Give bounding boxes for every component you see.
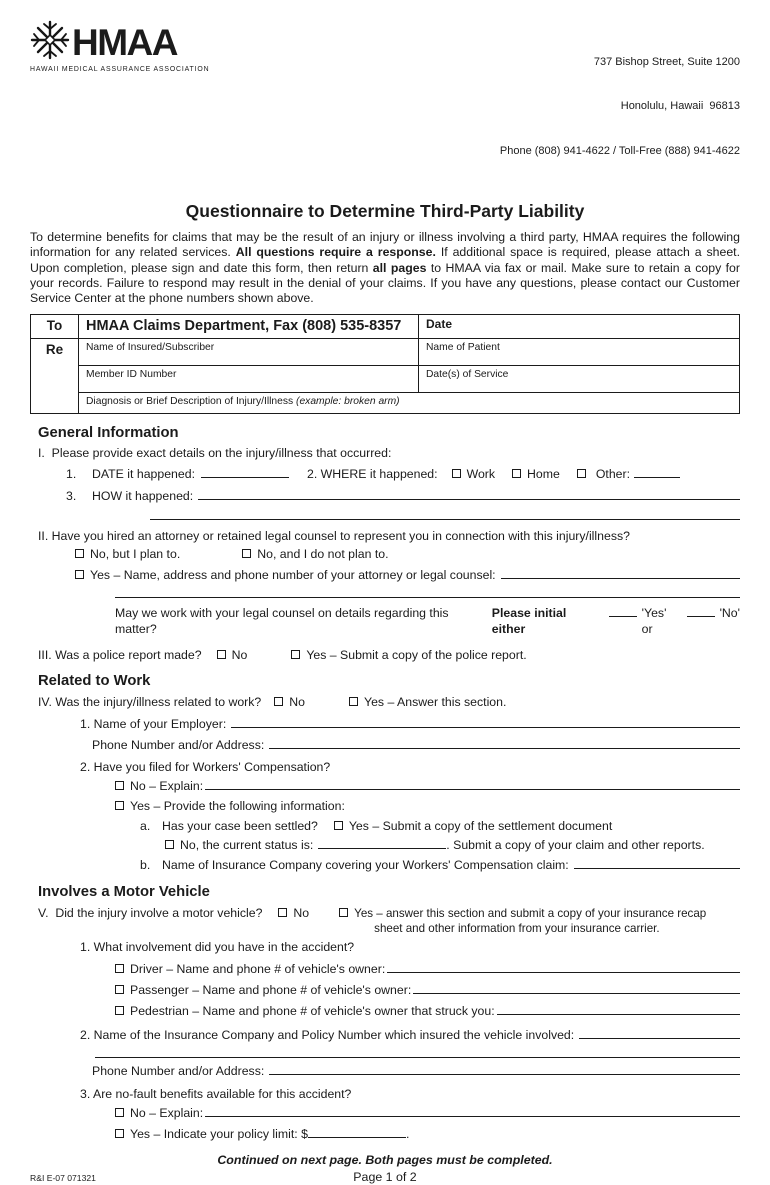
driver-row	[30, 962, 740, 978]
vehicle-no-label: No	[293, 906, 310, 921]
attorney-info-line-2[interactable]	[115, 597, 740, 598]
diagnosis-field[interactable]	[79, 392, 740, 413]
work-related-question: IV. Was the injury/illness related to work?	[38, 695, 262, 709]
counsel-question: May we work with your legal counsel on details regarding this matter?	[115, 605, 449, 636]
wc-no-explain-label: No – Explain:	[130, 778, 204, 793]
no-fault-yes-row	[30, 1127, 740, 1143]
member-id-field[interactable]: Member ID Number	[79, 365, 419, 392]
police-report-question: III. Was a police report made?	[38, 647, 202, 662]
diagnosis-example: (example: broken arm)	[296, 395, 400, 407]
date-happened-blank[interactable]	[201, 476, 289, 478]
checkbox-nofault-no[interactable]	[115, 1108, 124, 1117]
nofault-no-label: No – Explain:	[130, 1106, 204, 1121]
checkbox-attorney-yes[interactable]	[75, 570, 84, 579]
date-field[interactable]: Date	[419, 314, 740, 338]
no-fault-question: 3. Are no-fault benefits available for this accident?	[80, 1087, 352, 1102]
pedestrian-owner-blank[interactable]	[497, 1013, 740, 1015]
vehicle-yes-line-2: sheet and other information from your insurance carrier.	[374, 922, 660, 936]
where-work-label: Work	[466, 466, 496, 481]
address-line-1: 737 Bishop Street, Suite 1200	[593, 55, 740, 68]
passenger-owner-blank[interactable]	[413, 992, 740, 994]
how-happened-line-2[interactable]	[150, 519, 740, 520]
table-row	[31, 392, 740, 413]
checkbox-where-work[interactable]	[452, 469, 461, 478]
checkbox-attorney-no-plan[interactable]	[75, 549, 84, 558]
checkbox-where-other[interactable]	[577, 469, 586, 478]
address-line-2: Honolulu, Hawaii 96813	[620, 100, 740, 113]
vehicle-insurance-phone-row	[30, 1064, 740, 1080]
form-title: Questionnaire to Determine Third-Party Liability	[185, 201, 585, 222]
item-number: 3.	[66, 488, 77, 503]
employer-name-blank[interactable]	[231, 726, 740, 728]
question-3-row	[30, 648, 740, 664]
wc-insurance-row	[30, 858, 740, 874]
current-status-blank[interactable]	[318, 847, 446, 849]
insured-name-field[interactable]: Name of Insured/Subscriber	[79, 338, 419, 365]
intro-bold-1: All questions require a response.	[235, 245, 436, 260]
quilt-snowflake-icon	[30, 20, 70, 65]
question-2-yes-row	[30, 568, 740, 584]
employer-name-label: 1. Name of your Employer:	[80, 716, 227, 731]
section-related-to-work: Related to Work	[38, 672, 151, 689]
intro-bold-2: all pages	[372, 260, 427, 275]
workers-comp-yes-row	[30, 799, 740, 815]
attorney-no-plan-label: No, but I plan to.	[90, 546, 181, 561]
vehicle-insurance-phone-label: Phone Number and/or Address:	[92, 1064, 265, 1079]
checkbox-police-yes[interactable]	[291, 650, 300, 659]
question-4-row	[30, 695, 740, 711]
diagnosis-label: Diagnosis or Brief Description of Injury/Illness	[86, 395, 297, 407]
intro-paragraph	[30, 230, 740, 307]
vehicle-insurance-label: 2. Name of the Insurance Company and Policy Number which insured the vehicle involved:	[80, 1028, 575, 1043]
work-no-label: No	[289, 695, 305, 709]
checkbox-settled-yes[interactable]	[334, 821, 343, 830]
date-happened-label: DATE it happened:	[92, 466, 195, 481]
section-general-information: General Information	[38, 424, 179, 441]
table-row	[31, 314, 740, 338]
counsel-yes-label: 'Yes' or	[641, 605, 667, 636]
vehicle-yes-label	[354, 906, 710, 936]
checkbox-wc-no[interactable]	[115, 781, 124, 790]
patient-name-field[interactable]: Name of Patient	[419, 338, 740, 365]
claims-department-value: HMAA Claims Department, Fax (808) 535-8357	[79, 314, 419, 338]
settled-no-label: No, the current status is:	[180, 837, 314, 852]
involvement-question: 1. What involvement did you have in the accident?	[80, 940, 355, 955]
table-row	[31, 338, 740, 365]
workers-comp-question: 2. Have you filed for Workers' Compensation?	[80, 759, 331, 774]
vehicle-question: V. Did the injury involve a motor vehicle?	[38, 906, 263, 921]
how-happened-blank[interactable]	[198, 498, 740, 500]
question-5-row	[30, 906, 740, 936]
case-settled-row	[30, 819, 740, 835]
pedestrian-row	[30, 1004, 740, 1020]
brand-text: HMAA	[72, 21, 177, 63]
where-happened-label: 2. WHERE it happened:	[307, 466, 438, 481]
policy-limit-blank[interactable]	[308, 1136, 406, 1138]
employer-phone-row	[30, 738, 740, 754]
checkbox-vehicle-no[interactable]	[278, 908, 287, 917]
settled-no-suffix: . Submit a copy of your claim and other reports.	[446, 837, 705, 852]
where-home-label: Home	[527, 466, 560, 481]
checkbox-pedestrian[interactable]	[115, 1006, 124, 1015]
police-yes-label: Yes – Submit a copy of the police report.	[306, 647, 527, 662]
passenger-label: Passenger – Name and phone # of vehicle's owner:	[130, 983, 412, 998]
attorney-info-blank[interactable]	[501, 577, 740, 579]
checkbox-police-no[interactable]	[217, 650, 226, 659]
company-address	[500, 25, 740, 188]
form-code: R&I E-07 071321	[30, 1173, 96, 1184]
no-fault-no-row	[30, 1106, 740, 1122]
intro-text-3: to HMAA via fax or mail. Make sure to retain a copy for your records. Failure to respond may result in the denial of your claims. If you have any questions, please contact our Customer Service Center at the phone numbers shown above.	[30, 260, 740, 306]
wc-insurance-label: Name of Insurance Company covering your Workers' Compensation claim:	[162, 857, 569, 872]
address-line-3: Phone (808) 941-4622 / Toll-Free (888) 941-4622	[499, 144, 740, 157]
wc-yes-provide-label: Yes – Provide the following information:	[130, 798, 345, 813]
table-row	[31, 365, 740, 392]
wc-insurance-blank[interactable]	[574, 867, 740, 869]
checkbox-vehicle-yes[interactable]	[339, 908, 348, 917]
to-label: To	[31, 314, 79, 338]
where-other-label: Other:	[595, 466, 631, 481]
intro-text-1: To determine benefits for claims that may be the result of an injury or illness involving a third party, HMAA requires the following information for any related services.	[30, 230, 740, 260]
police-no-label: No	[231, 647, 248, 662]
passenger-row	[30, 983, 740, 999]
attorney-yes-label: Yes – Name, address and phone number of your attorney or legal counsel:	[90, 567, 496, 582]
intro-text-2: If additional space is required, please attach a sheet. Upon completion, please sign and date this form, then return	[30, 245, 741, 275]
checkbox-attorney-no-noplan[interactable]	[242, 549, 251, 558]
item-letter: b.	[140, 857, 151, 872]
case-status-row	[30, 838, 740, 854]
service-dates-field[interactable]: Date(s) of Service	[419, 365, 740, 392]
checkbox-where-home[interactable]	[512, 469, 521, 478]
continued-notice: Continued on next page. Both pages must be completed.	[217, 1153, 553, 1168]
question-1-line-1	[30, 467, 740, 483]
checkbox-wc-yes[interactable]	[115, 801, 124, 810]
employer-phone-label: Phone Number and/or Address:	[92, 737, 265, 752]
question-1: I. Please provide exact details on the injury/illness that occurred:	[38, 445, 392, 460]
employer-phone-blank[interactable]	[269, 747, 740, 749]
checkbox-passenger[interactable]	[115, 985, 124, 994]
vehicle-insurance-line-2[interactable]	[95, 1057, 740, 1058]
brand-tagline: HAWAII MEDICAL ASSURANCE ASSOCIATION	[30, 65, 210, 73]
settled-yes-label: Yes – Submit a copy of the settlement document	[348, 818, 613, 833]
page-number: Page 1 of 2	[353, 1170, 417, 1185]
hmaa-logo	[30, 20, 209, 75]
routing-table	[30, 314, 740, 414]
initial-yes-blank[interactable]	[609, 615, 637, 617]
workers-comp-no-row	[30, 779, 740, 795]
driver-owner-blank[interactable]	[387, 971, 740, 973]
counsel-consent-row	[30, 606, 740, 638]
vehicle-yes-line-1: Yes – answer this section and submit a copy of your insurance recap	[354, 907, 707, 921]
wc-no-explain-blank[interactable]	[205, 788, 740, 790]
counsel-initial-bold: Please initial either	[491, 605, 567, 636]
item-number: 1.	[66, 466, 77, 481]
re-label: Re	[31, 338, 79, 413]
question-2: II. Have you hired an attorney or retained legal counsel to represent you in connection with this injury/illness?	[38, 528, 630, 543]
driver-label: Driver – Name and phone # of vehicle's owner:	[130, 962, 386, 977]
pedestrian-label: Pedestrian – Name and phone # of vehicle's owner that struck you:	[130, 1004, 495, 1019]
nofault-explain-blank[interactable]	[205, 1115, 740, 1117]
checkbox-work-no[interactable]	[274, 697, 283, 706]
question-1-line-3	[30, 489, 740, 505]
vehicle-insurance-phone-blank[interactable]	[269, 1073, 740, 1075]
case-settled-question: Has your case been settled?	[162, 818, 318, 833]
checkbox-driver[interactable]	[115, 964, 124, 973]
where-other-blank[interactable]	[634, 476, 680, 478]
page-footer	[30, 1169, 740, 1185]
checkbox-nofault-yes[interactable]	[115, 1129, 124, 1138]
employer-name-row	[30, 717, 740, 733]
letterhead	[30, 20, 740, 188]
vehicle-insurance-row	[30, 1028, 740, 1044]
question-2-options	[30, 547, 740, 563]
work-yes-label: Yes – Answer this section.	[364, 695, 507, 709]
checkbox-settled-no[interactable]	[165, 840, 174, 849]
initial-no-blank[interactable]	[687, 615, 715, 617]
checkbox-work-yes[interactable]	[349, 697, 358, 706]
nofault-yes-suffix: .	[405, 1127, 410, 1142]
item-letter: a.	[140, 818, 151, 833]
how-happened-label: HOW it happened:	[92, 488, 194, 503]
section-motor-vehicle: Involves a Motor Vehicle	[38, 883, 210, 900]
counsel-no-label: 'No'	[719, 605, 740, 620]
nofault-yes-label: Yes – Indicate your policy limit: $	[130, 1127, 308, 1142]
vehicle-insurance-blank[interactable]	[579, 1037, 740, 1039]
attorney-no-noplan-label: No, and I do not plan to.	[257, 546, 389, 561]
